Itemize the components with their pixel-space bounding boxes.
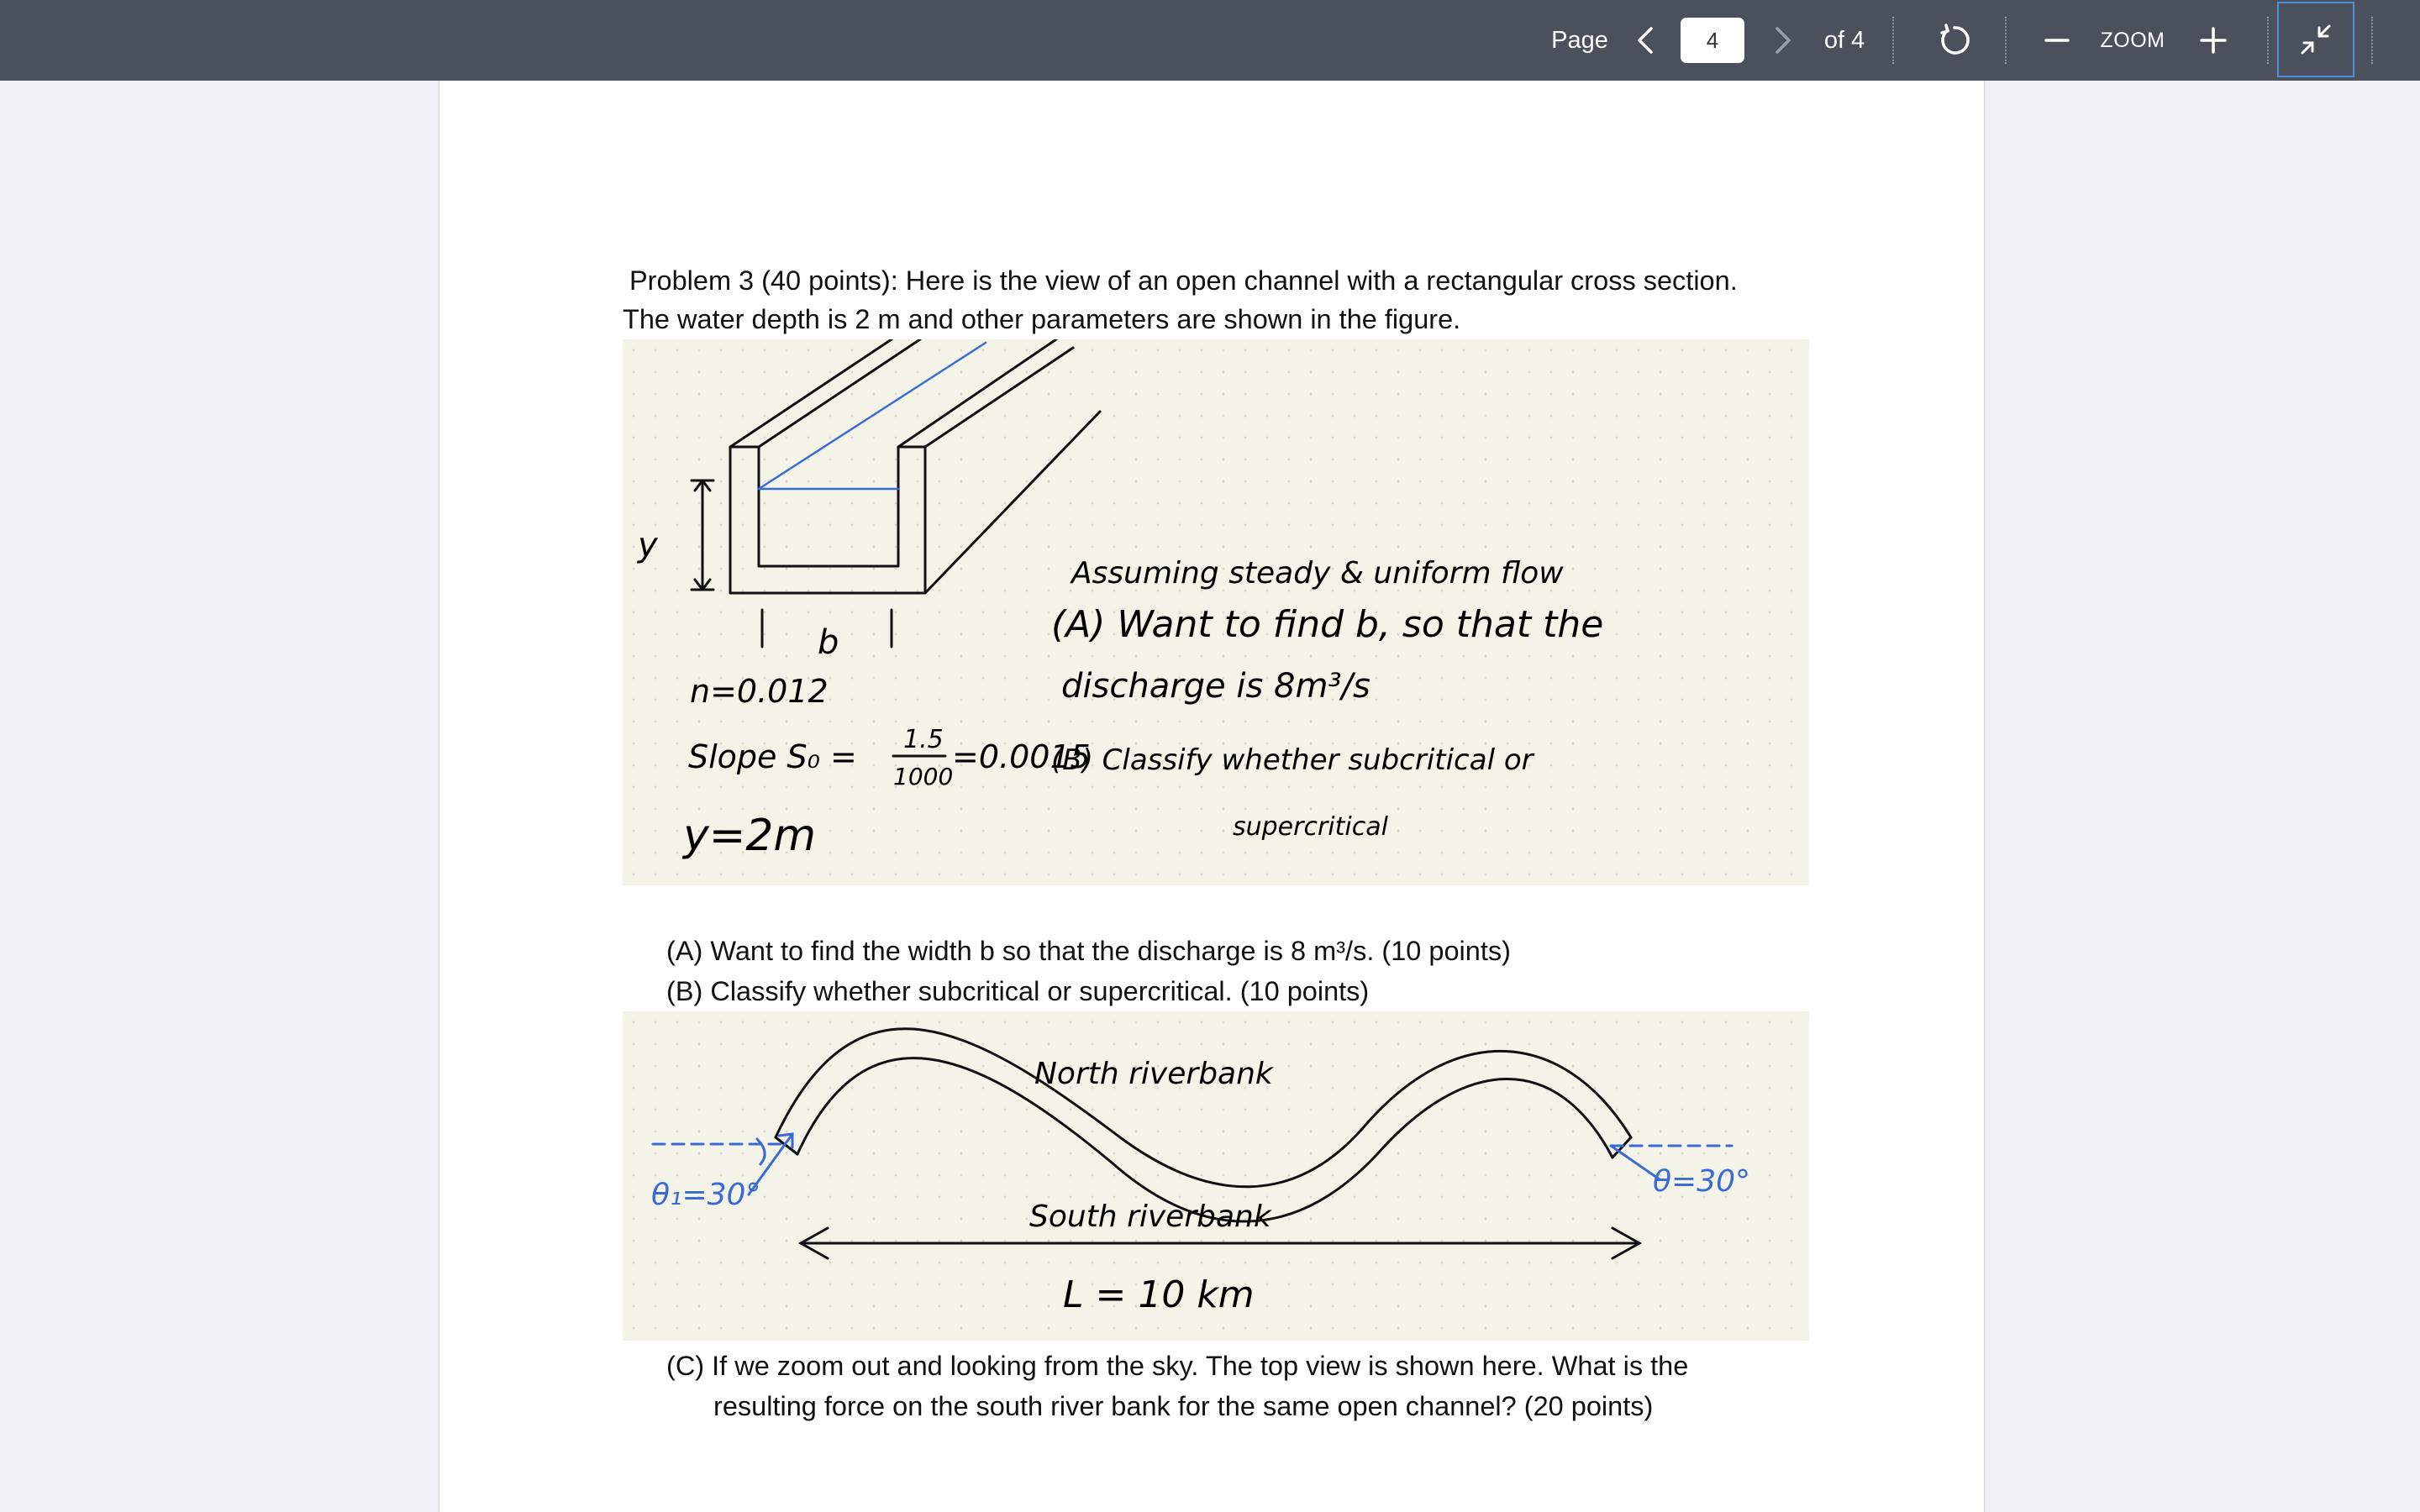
note-part-b-1: (B) Classify whether subcritical or [1051, 743, 1534, 777]
problem-statement-line-1: Problem 3 (40 points): Here is the view of an open channel with a rectangular cross section. [629, 265, 1738, 296]
exit-fullscreen-button[interactable] [2277, 2, 2354, 77]
zoom-out-button[interactable] [2033, 0, 2081, 81]
theta1-label: θ₁=30° [651, 1178, 761, 1212]
plus-icon [2200, 27, 2227, 54]
refresh-button[interactable] [1929, 0, 1980, 81]
slope-denominator: 1000 [893, 763, 954, 790]
minus-icon [2044, 28, 2070, 53]
toolbar-divider [2005, 17, 2007, 64]
part-c-question-line-2: resulting force on the south river bank for the same open channel? (20 points) [713, 1391, 1654, 1421]
river-top-view-figure [623, 1011, 1809, 1341]
chevron-right-icon [1774, 26, 1792, 55]
channel-cross-section-figure [623, 339, 1809, 885]
exit-fullscreen-icon [2299, 23, 2333, 56]
note-assumption: Assuming steady & uniform flow [1071, 556, 1564, 591]
note-part-a-1: (A) Want to find b, so that the [1051, 603, 1604, 646]
b-label: b [818, 623, 839, 662]
toolbar-divider [1892, 17, 1894, 64]
toolbar-divider [2371, 17, 2373, 64]
toolbar-divider [2267, 17, 2269, 64]
zoom-in-button[interactable] [2190, 0, 2237, 81]
part-b-question: (B) Classify whether subcritical or supercritical. (10 points) [666, 976, 1370, 1006]
y-label: y [638, 526, 658, 564]
document-page [439, 81, 1985, 1512]
previous-page-button[interactable] [1622, 0, 1669, 81]
refresh-icon [1938, 24, 1971, 57]
note-part-b-2: supercritical [1233, 812, 1388, 842]
page-count-label: of 4 [1823, 26, 1865, 54]
chevron-left-icon [1636, 26, 1655, 55]
page-label: Page [1551, 26, 1608, 54]
part-c-question-line-1: (C) If we zoom out and looking from the sky. The top view is shown here. What is the [666, 1351, 1689, 1381]
next-page-button[interactable] [1760, 0, 1807, 81]
north-riverbank-label: North riverbank [1034, 1057, 1273, 1091]
part-a-question: (A) Want to find the width b so that the discharge is 8 m³/s. (10 points) [666, 936, 1511, 966]
zoom-label: ZOOM [2100, 28, 2165, 52]
river-drawing [623, 1011, 1809, 1341]
south-riverbank-label: South riverbank [1029, 1200, 1271, 1234]
pdf-toolbar [0, 0, 2420, 81]
river-length-label: L = 10 km [1063, 1273, 1255, 1316]
note-part-a-2: discharge is 8m³/s [1061, 667, 1370, 706]
problem-statement-line-2: The water depth is 2 m and other parameters are shown in the figure. [623, 304, 1461, 334]
depth-value: y=2m [683, 811, 817, 861]
page-number-input[interactable] [1681, 18, 1744, 63]
slope-numerator: 1.5 [903, 725, 944, 754]
slope-result: =0.0015 [952, 738, 1091, 775]
manning-n-value: n=0.012 [690, 673, 829, 710]
slope-label: Slope S₀ = [688, 738, 857, 775]
theta2-label: θ=30° [1653, 1164, 1750, 1199]
channel-drawing [623, 339, 1809, 885]
